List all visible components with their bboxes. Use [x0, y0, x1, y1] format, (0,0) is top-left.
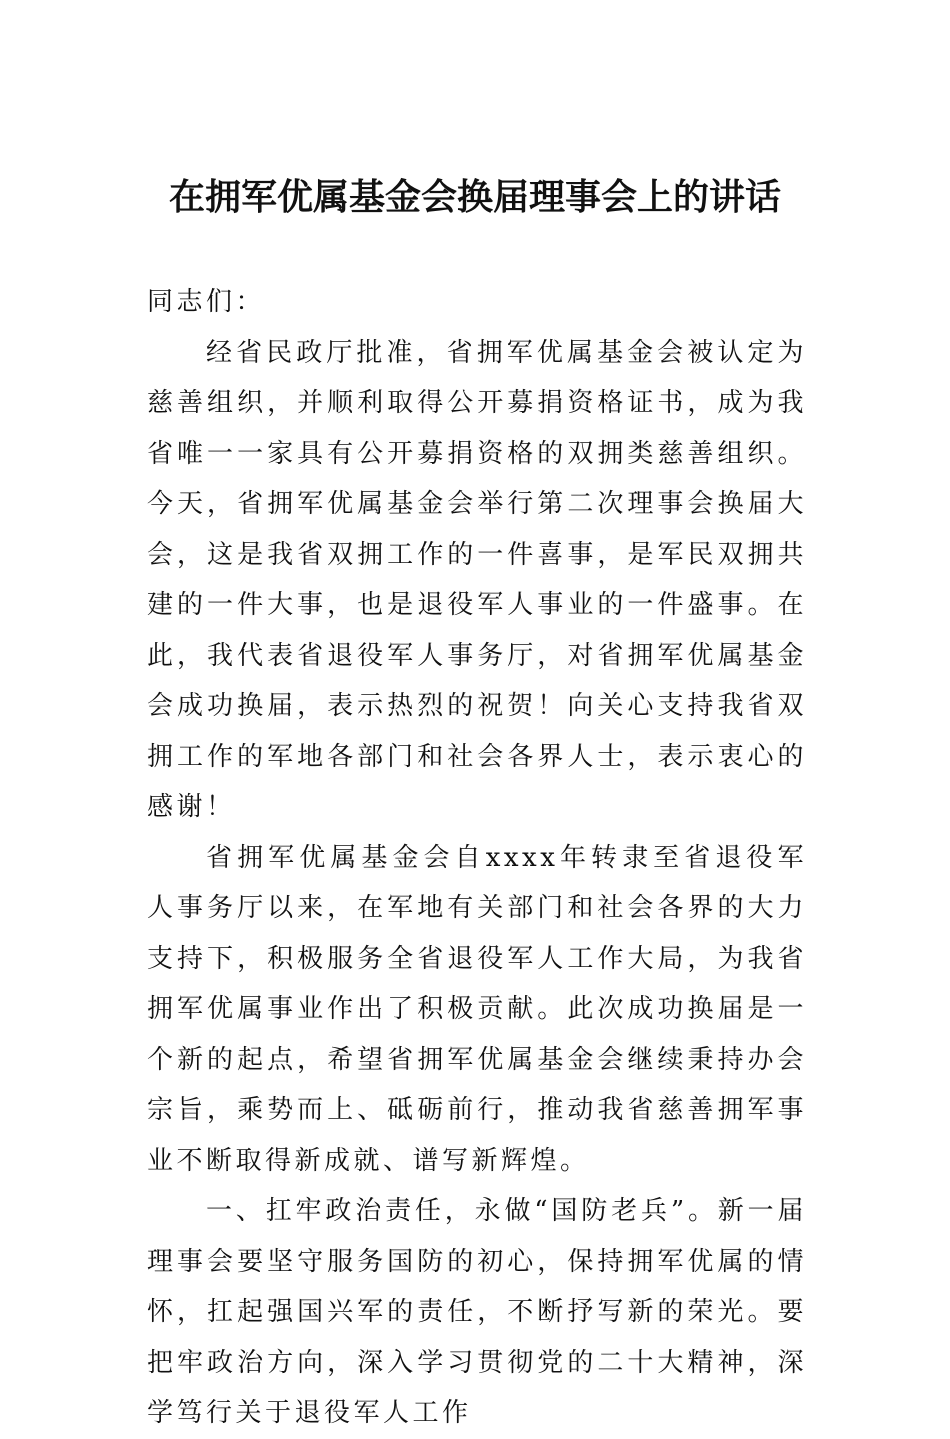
paragraph: 一、扛牢政治责任，永做“国防老兵”。新一届理事会要坚守服务国防的初心，保持拥军优属的情怀，扛起强国兴军的责任，不断抒写新的荣光。要把牢政治方向，深入学习贯彻党的二十大精神，深学笃行关于退役军人工作	[147, 1196, 807, 1428]
document-body	[147, 277, 807, 1439]
paragraph: 经省民政厅批准，省拥军优属基金会被认定为慈善组织，并顺利取得公开募捐资格证书，成为我省唯一一家具有公开募捐资格的双拥类慈善组织。今天，省拥军优属基金会举行第二次理事会换届大会，这是我省双拥工作的一件喜事，是军民双拥共建的一件大事，也是退役军人事业的一件盛事。在此，我代表省退役军人事务厅，对省拥军优属基金会成功换届，表示热烈的祝贺！向关心支持我省双拥工作的军地各部门和社会各界人士，表示衷心的感谢！	[147, 337, 807, 822]
document-title: 在拥军优属基金会换届理事会上的讲话	[168, 176, 781, 218]
paragraph: 省拥军优属基金会自xxxx年转隶至省退役军人事务厅以来，在军地有关部门和社会各界的大力支持下，积极服务全省退役军人工作大局，为我省拥军优属事业作出了积极贡献。此次成功换届是一个新的起点，希望省拥军优属基金会继续秉持办会宗旨，乘势而上、砥砺前行，推动我省慈善拥军事业不断取得新成就、谱写新辉煌。	[147, 842, 807, 1176]
salutation: 同志们：	[147, 287, 266, 317]
